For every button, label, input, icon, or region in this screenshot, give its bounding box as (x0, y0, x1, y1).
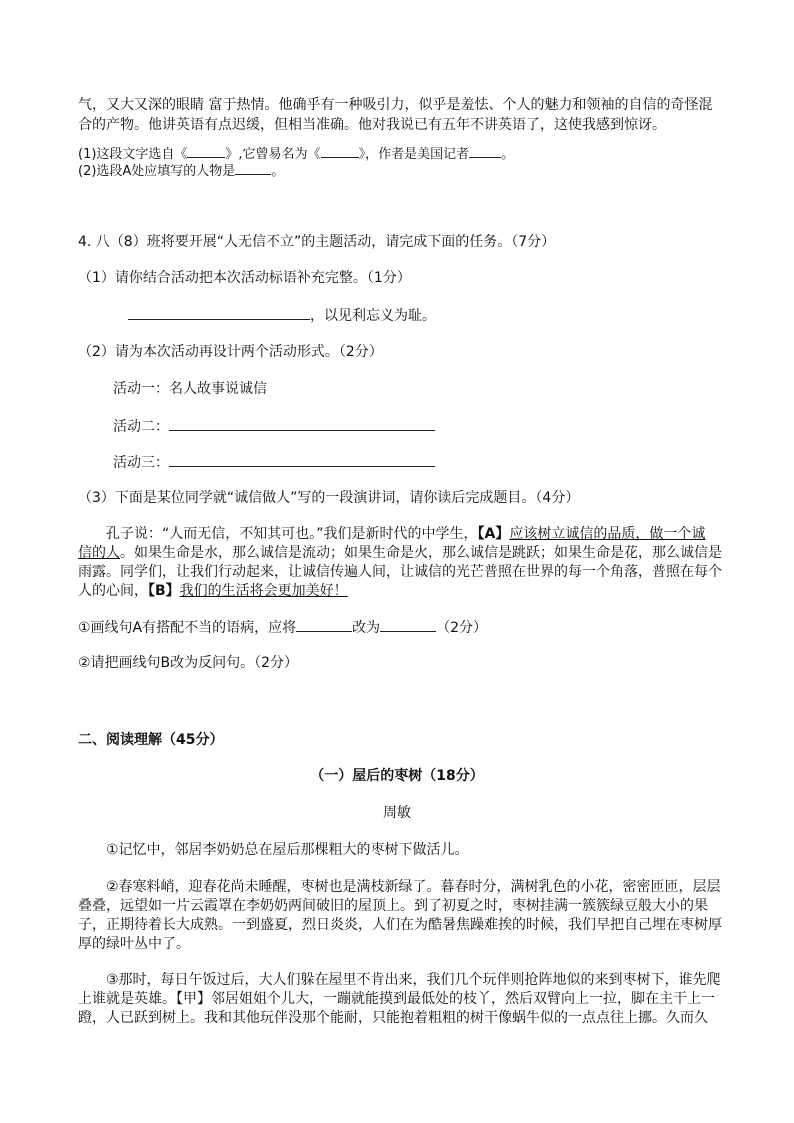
question-1-text-d: 。 (501, 147, 515, 162)
q4-sub2: （2）请为本次活动再设计两个活动形式。（2分） (78, 344, 383, 360)
paragraph-2-line: 厚的绿叶丛中了。 (78, 936, 190, 952)
section-heading: 二、阅读理解（45分） (78, 732, 224, 748)
answer-blank[interactable] (321, 143, 359, 158)
speech-text: 孔子说：“人而无信，不知其可也。”我们是新时代的中学生， (106, 526, 478, 542)
underlined-sentence-a-end: 信的人 (78, 545, 120, 561)
answer-blank[interactable] (469, 143, 501, 158)
paragraph-2-line: 子，正期待着长大成熟。一到盛夏，烈日炎炎，人们在为酷暑焦躁难挨的时候，我们早把自己埋在枣树厚 (78, 917, 722, 933)
activity-2 (113, 416, 435, 437)
slogan-tail: ，以见利忘义为耻。 (310, 308, 436, 324)
question-1-text-a: (1)这段文字选自《 (78, 147, 188, 162)
question-2 (78, 160, 284, 182)
q4-slogan (128, 305, 436, 326)
q4-c1-text-b: 改为 (352, 620, 381, 636)
speech-line-1 (106, 524, 705, 544)
activity-1: 活动一：名人故事说诚信 (113, 381, 267, 397)
answer-blank[interactable] (235, 160, 271, 175)
q4-c1 (78, 617, 487, 638)
paragraph-3-line: ③那时，每日午饭过后，大人们躲在屋里不肯出来，我们几个玩伴则抢阵地似的来到枣树下，谁先爬 (106, 972, 721, 988)
activity-3-label: 活动三： (113, 455, 169, 471)
activity-2-label: 活动二： (113, 419, 169, 435)
question-2-text-b: 。 (271, 164, 285, 179)
answer-blank[interactable] (380, 617, 436, 632)
answer-blank[interactable] (296, 617, 352, 632)
slogan-blank[interactable] (128, 305, 310, 320)
tag-b: 【B】 (148, 583, 180, 599)
q4-title: 4. 八（8）班将要开展“人无信不立”的主题活动，请完成下面的任务。（7分） (78, 234, 556, 250)
activity-3 (113, 452, 435, 473)
q4-sub1: （1）请你结合活动把本次活动标语补充完整。（1分） (78, 270, 411, 286)
question-2-text-a: (2)选段A处应填写的人物是 (78, 164, 236, 179)
passage-line-1: 气，又大又深的眼睛 富于热情。他确乎有一种吸引力，似乎是羞怯、个人的魅力和领袖的自信的奇怪混 (78, 97, 713, 113)
activity-3-blank[interactable] (169, 452, 435, 467)
speech-text: 人的心间， (78, 583, 148, 599)
q4-c2: ②请把画线句B改为反问句。（2分） (78, 655, 299, 671)
article-title: （一）屋后的枣树（18分） (310, 768, 484, 784)
question-1-text-c: 》，作者是美国记者 (358, 147, 470, 162)
activity-2-blank[interactable] (169, 416, 435, 431)
paragraph-3-line: 上谁就是英雄。【甲】邻居姐姐个儿大，一蹦就能摸到最低处的枝丫，然后双臂向上一拉，脚在主干上一 (78, 991, 715, 1007)
speech-line-2 (78, 543, 722, 563)
speech-line-4 (78, 581, 348, 601)
paragraph-3-line: 蹬，人已跃到树上。我和其他玩伴没那个能耐，只能抱着粗粗的树干像蜗牛似的一点点往上挪。久而久 (78, 1010, 708, 1026)
question-1-text-b: 》,它曾易名为《 (225, 147, 321, 162)
underlined-sentence-b: 我们的生活将会更加美好！ (179, 583, 348, 599)
paragraph-2-line: ②春寒料峭，迎春花尚未睡醒，枣树也是满枝新绿了。暮春时分，满树乳色的小花，密密匝匝，层层 (106, 879, 721, 895)
tag-a: 【A】 (477, 526, 510, 542)
speech-line-3: 雨露。同学们，让我们行动起来，让诚信传遍人间，让诚信的光芒普照在世界的每一个角落，普照在每个 (78, 564, 722, 580)
speech-text: 。如果生命是水，那么诚信是流动；如果生命是火，那么诚信是跳跃；如果生命是花，那么诚信是 (120, 545, 722, 561)
underlined-sentence-a: 应该树立诚信的品质，做一个诚 (509, 526, 706, 542)
q4-sub3: （3）下面是某位同学就“诚信做人”写的一段演讲词，请你读后完成题目。（4分） (78, 490, 580, 506)
article-author: 周敏 (383, 805, 411, 821)
passage-line-2: 合的产物。他讲英语有点迟缓，但相当准确。他对我说已有五年不讲英语了，这使我感到惊讶。 (78, 117, 666, 133)
paragraph-1: ①记忆中，邻居李奶奶总在屋后那棵粗大的枣树下做活儿。 (106, 842, 469, 858)
paragraph-2-line: 叠叠，远望如一片云霞罩在李奶奶两间破旧的屋顶上。到了初夏之时，枣树挂满一簇簇绿豆般大小的果 (78, 898, 708, 914)
q4-c1-text-c: （2分） (436, 620, 488, 636)
answer-blank[interactable] (187, 143, 225, 158)
q4-c1-text-a: ①画线句A有搭配不当的语病，应将 (78, 620, 297, 636)
